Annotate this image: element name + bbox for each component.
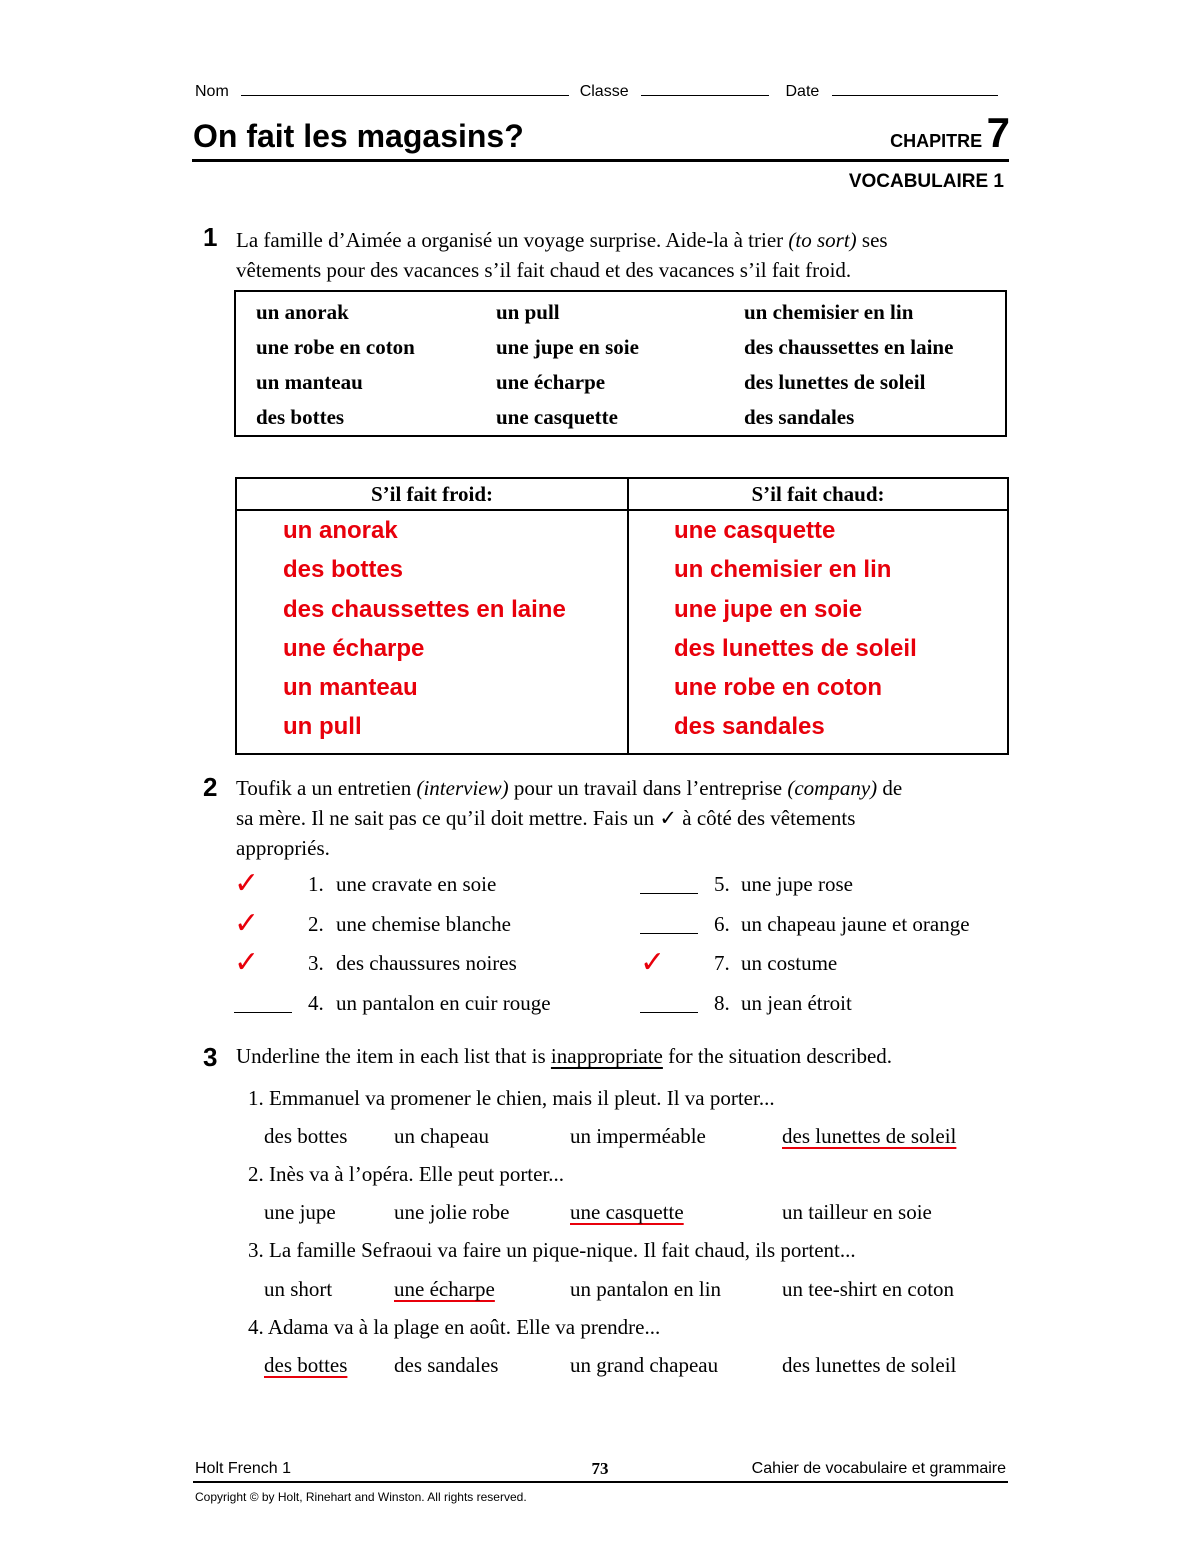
chaud-answer: une casquette [674, 517, 836, 544]
ex2-text: appropriés. [236, 836, 330, 860]
froid-answers [283, 511, 566, 747]
word-bank-item: un manteau [256, 370, 363, 394]
ex2-answer-blank-6[interactable] [640, 933, 698, 934]
option[interactable]: des lunettes de soleil [782, 1353, 957, 1377]
word-bank-item: un anorak [256, 300, 349, 324]
ex2-text: à côté des vêtements [677, 806, 856, 830]
option[interactable]: des sandales [394, 1353, 499, 1377]
footer-page-number: 73 [591, 1459, 609, 1478]
option-selected[interactable]: des lunettes de soleil [782, 1124, 957, 1148]
ex2-italic-company: (company) [787, 776, 878, 800]
ex2-text: sa mère. Il ne sait pas ce qu’il doit mettre. Fais un [236, 806, 660, 830]
word-bank-item: une jupe en soie [496, 335, 639, 359]
ex2-item-3 [234, 945, 634, 983]
item-number: 8. [714, 991, 730, 1015]
option[interactable]: un chapeau [394, 1124, 490, 1148]
word-bank-row [256, 405, 1004, 440]
ex2-answer-check-7[interactable]: ✓ [640, 945, 666, 980]
ex2-text: pour un travail dans l’entreprise [508, 776, 788, 800]
ex2-item-4 [234, 991, 634, 1023]
date-label: Date [785, 83, 820, 100]
option[interactable]: un short [264, 1277, 333, 1301]
name-class-date-row [195, 83, 1005, 101]
chapter-label-group [870, 109, 1010, 156]
word-bank-row [256, 370, 1004, 405]
froid-answer: un anorak [283, 517, 398, 544]
title-rule [192, 159, 1009, 162]
nom-label: Nom [195, 83, 229, 100]
word-bank-item: une écharpe [496, 370, 606, 394]
ex3-prompt-2: 2. Inès va à l’opéra. Elle peut porter... [248, 1162, 565, 1186]
ex2-item-7 [640, 945, 1005, 983]
ex3-options-1 [264, 1124, 1004, 1154]
word-bank-item: des bottes [256, 405, 345, 429]
item-number: 2. [308, 912, 324, 936]
sort-table-divider [627, 479, 629, 753]
item-text: un jean étroit [741, 991, 852, 1015]
froid-answer: un manteau [283, 674, 418, 702]
word-bank-item: des chaussettes en laine [744, 335, 954, 359]
item-text: une jupe rose [741, 872, 853, 896]
chapitre-label: CHAPITRE [890, 131, 983, 151]
footer-left: Holt French 1 [195, 1460, 292, 1477]
date-field[interactable] [832, 95, 998, 96]
option[interactable]: des bottes [264, 1124, 348, 1148]
nom-field[interactable] [241, 95, 569, 96]
ex3-options-3 [264, 1277, 1004, 1307]
froid-answer: un pull [283, 713, 362, 741]
exercise-2-number: 2 [203, 772, 218, 802]
ex2-item-8 [640, 991, 1005, 1023]
exercise-1-number: 1 [203, 222, 218, 252]
ex3-prompt-1: 1. Emmanuel va promener le chien, mais il pleut. Il va porter... [248, 1086, 775, 1110]
ex2-item-5 [640, 872, 1005, 904]
ex2-answer-check-1[interactable]: ✓ [234, 866, 260, 901]
ex2-answer-blank-4[interactable] [234, 1012, 292, 1013]
copyright: Copyright © by Holt, Rinehart and Winston. All rights reserved. [195, 1490, 527, 1504]
option[interactable]: un tee-shirt en coton [782, 1277, 955, 1301]
chaud-answer: des lunettes de soleil [674, 634, 917, 662]
ex3-inappropriate: inappropriate [550, 1044, 663, 1068]
option[interactable]: un pantalon en lin [570, 1277, 722, 1301]
word-bank-item: une robe en coton [256, 335, 415, 359]
checkmark-icon: ✓ [659, 806, 677, 830]
ex2-answer-blank-8[interactable] [640, 1012, 698, 1013]
ex2-item-6 [640, 912, 1005, 944]
ex2-answer-check-2[interactable]: ✓ [234, 906, 260, 941]
footer-right: Cahier de vocabulaire et grammaire [751, 1460, 1006, 1477]
exercise-3-number: 3 [203, 1042, 218, 1072]
section-label: VOCABULAIRE 1 [848, 171, 1004, 192]
page-title: On fait les magasins? [193, 118, 524, 154]
froid-answer: une écharpe [283, 634, 425, 662]
option[interactable]: une jolie robe [394, 1200, 510, 1224]
chaud-answer: des sandales [674, 713, 825, 741]
item-number: 6. [714, 912, 730, 936]
item-text: un chapeau jaune et orange [741, 912, 970, 936]
ex3-prompt-4: 4. Adama va à la plage en août. Elle va prendre... [248, 1315, 661, 1339]
word-bank-row [256, 335, 1004, 370]
ex2-italic-interview: (interview) [416, 776, 509, 800]
ex2-answer-blank-5[interactable] [640, 893, 698, 894]
exercise-1-instructions [236, 225, 1006, 285]
classe-label: Classe [579, 83, 629, 100]
ex3-text: Underline the item in each list that is [236, 1044, 551, 1068]
froid-answer: des chaussettes en laine [283, 595, 566, 623]
froid-answer: des bottes [283, 556, 404, 584]
option[interactable]: un tailleur en soie [782, 1200, 932, 1224]
ex2-item-1 [234, 866, 634, 904]
ex3-prompt-3: 3. La famille Sefraoui va faire un pique-nique. Il fait chaud, ils portent... [248, 1238, 856, 1262]
item-number: 5. [714, 872, 730, 896]
word-bank-grid [256, 300, 1004, 440]
option[interactable]: une jupe [264, 1200, 336, 1224]
option-selected[interactable]: une écharpe [394, 1277, 495, 1301]
item-text: une chemise blanche [336, 912, 511, 936]
ex1-line1-end: ses [856, 228, 888, 252]
word-bank-box [234, 290, 1007, 437]
ex2-item-2 [234, 906, 634, 944]
ex2-text: de [877, 776, 903, 800]
footer-rule [193, 1481, 1008, 1483]
option[interactable]: un imperméable [570, 1124, 706, 1148]
exercise-3-instructions [236, 1044, 892, 1069]
ex2-text: Toufik a un entretien [236, 776, 417, 800]
chapitre-number: 7 [986, 109, 1010, 156]
word-bank-row [256, 300, 1004, 335]
option-selected[interactable]: des bottes [264, 1353, 348, 1377]
word-bank-item: une casquette [496, 405, 618, 429]
item-text: une cravate en soie [336, 872, 497, 896]
col-chaud-header: S’il fait chaud: [751, 482, 885, 506]
ex1-line1: La famille d’Aimée a organisé un voyage surprise. Aide-la à trier [236, 228, 789, 252]
ex2-answer-check-3[interactable]: ✓ [234, 945, 260, 980]
word-bank-item: des lunettes de soleil [744, 370, 926, 394]
chaud-answer: un chemisier en lin [674, 556, 892, 584]
sort-table [235, 477, 1009, 755]
option-selected[interactable]: une casquette [570, 1200, 684, 1224]
ex3-options-4 [264, 1353, 1004, 1383]
ex3-text: for the situation described. [662, 1044, 893, 1068]
word-bank-item: des sandales [744, 405, 855, 429]
word-bank-item: un chemisier en lin [744, 300, 914, 324]
col-froid-header: S’il fait froid: [370, 482, 494, 506]
option[interactable]: un grand chapeau [570, 1353, 719, 1377]
chaud-answers [674, 511, 917, 747]
item-number: 3. [308, 951, 324, 975]
classe-field[interactable] [641, 95, 769, 96]
exercise-2-instructions [236, 773, 1006, 863]
item-number: 1. [308, 872, 324, 896]
ex3-options-2 [264, 1200, 1004, 1230]
chaud-answer: une jupe en soie [674, 595, 863, 623]
chaud-answer: une robe en coton [674, 674, 883, 702]
item-text: un pantalon en cuir rouge [336, 991, 551, 1015]
word-bank-item: un pull [496, 300, 560, 324]
ex1-to-sort: (to sort) [788, 228, 857, 252]
ex1-line2: vêtements pour des vacances s’il fait chaud et des vacances s’il fait froid. [236, 258, 852, 282]
item-number: 4. [308, 991, 324, 1015]
item-text: des chaussures noires [336, 951, 517, 975]
item-number: 7. [714, 951, 730, 975]
item-text: un costume [741, 951, 838, 975]
